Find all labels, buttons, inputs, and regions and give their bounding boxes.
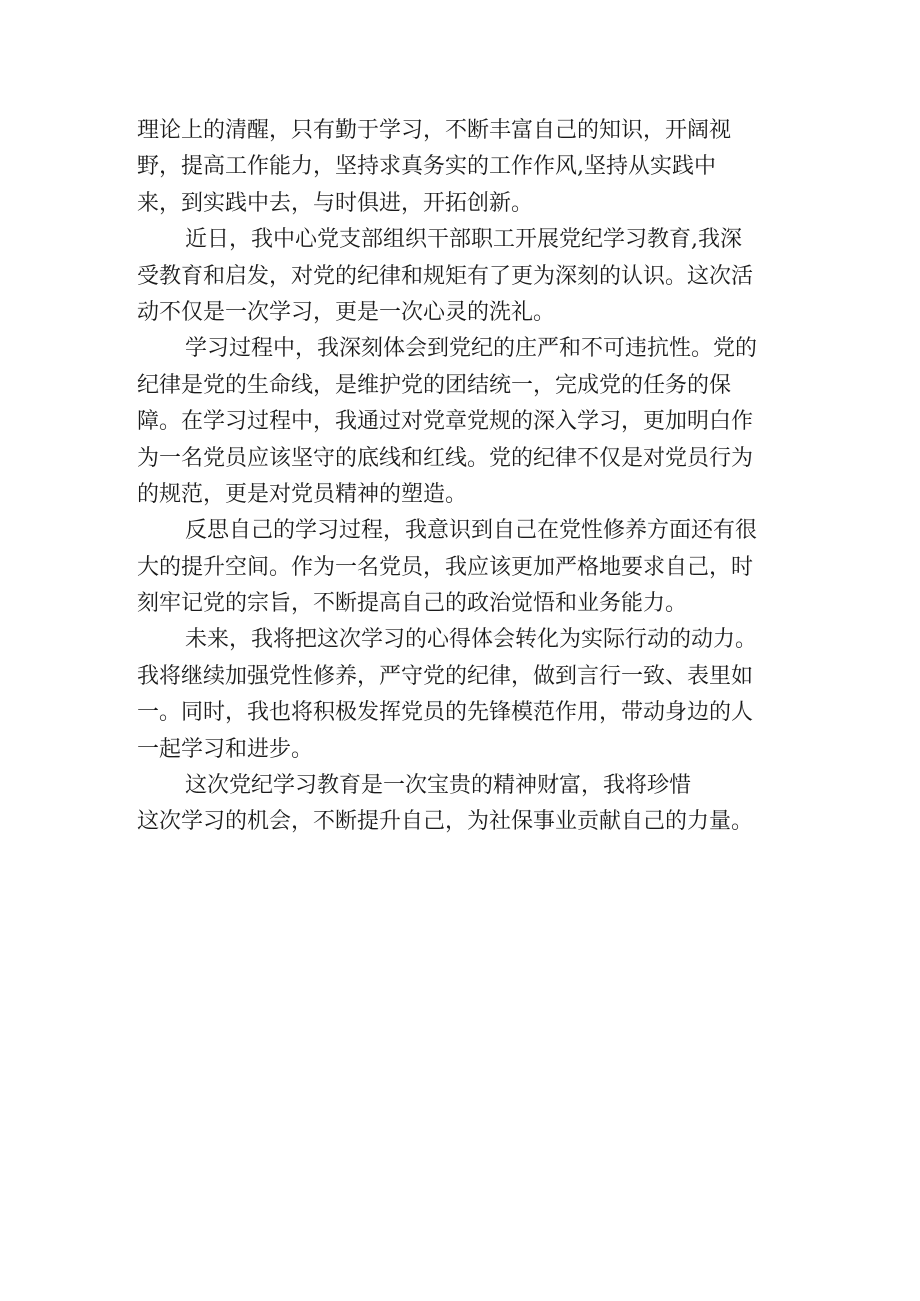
text-line: 障。在学习过程中，我通过对党章党规的深入学习，更加明白作 xyxy=(137,409,754,435)
text-line: 为一名党员应该坚守的底线和红线。党的纪律不仅是对党员行为 xyxy=(137,445,754,471)
paragraph-first-line: 学习过程中，我深刻体会到党纪的庄严和不可违抗性。党的 xyxy=(185,336,758,362)
text-line: 受教育和启发，对党的纪律和规矩有了更为深刻的认识。这次活 xyxy=(137,263,754,289)
text-line: 理论上的清醒，只有勤于学习，不断丰富自己的知识，开阔视 xyxy=(137,118,732,143)
paragraph-first-line: 反思自己的学习过程，我意识到自己在党性修养方面还有很 xyxy=(185,518,758,544)
text-line: 来，到实践中去，与时俱进，开拓创新。 xyxy=(137,190,534,216)
text-line: 一。同时，我也将积极发挥党员的先锋模范作用，带动身边的人 xyxy=(137,700,754,726)
text-line: 纪律是党的生命线，是维护党的团结统一，完成党的任务的保 xyxy=(137,372,732,398)
paragraph-first-line: 未来，我将把这次学习的心得体会转化为实际行动的动力。 xyxy=(185,627,758,653)
text-line: 动不仅是一次学习，更是一次心灵的洗礼。 xyxy=(137,299,556,325)
paragraph-first-line: 这次党纪学习教育是一次宝贵的精神财富，我将珍惜 xyxy=(185,773,692,799)
text-line: 刻牢记党的宗旨，不断提高自己的政治觉悟和业务能力。 xyxy=(137,591,688,617)
text-line: 这次学习的机会，不断提升自己，为社保事业贡献自己的力量。 xyxy=(137,809,754,835)
document-body xyxy=(137,113,797,841)
text-line: 大的提升空间。作为一名党员，我应该更加严格地要求自己，时 xyxy=(137,554,754,580)
text-line: 一起学习和进步。 xyxy=(137,736,314,762)
text-line: 的规范，更是对党员精神的塑造。 xyxy=(137,481,468,507)
text-line: 野，提高工作能力，坚持求真务实的工作作风,坚持从实践中 xyxy=(137,154,716,180)
paragraph-first-line: 近日，我中心党支部组织干部职工开展党纪学习教育,我深 xyxy=(185,227,742,253)
text-line: 我将继续加强党性修养，严守党的纪律，做到言行一致、表里如 xyxy=(137,663,754,689)
